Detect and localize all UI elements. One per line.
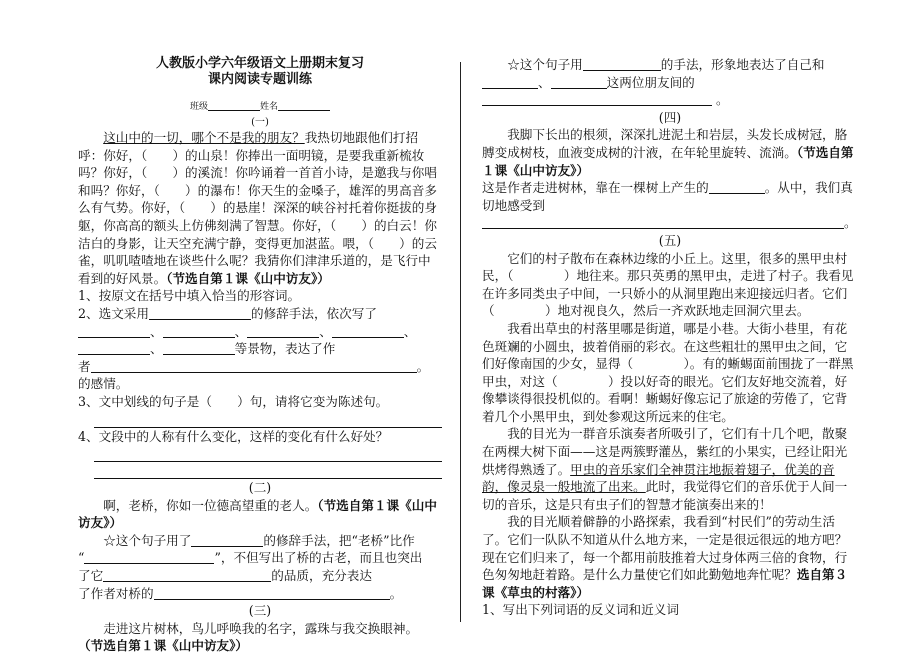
question-1-1: 1、按原文在括号中填入恰当的形容词。 [78, 288, 301, 304]
section-4-heading: (四) [658, 109, 682, 125]
section-5-heading: (五) [658, 232, 682, 248]
passage-5-p1: 它们的村子散布在森林边缘的小丘上。这里，很多的黑甲虫村民，（ ）地往来。那只英勇的黑甲虫，走进了村子。我看见在许多同类虫子中间，一只娇小的从洞里跑出来迎接远归者。它们（ ）地对视良久，然后一齐欢跃地走回洞穴里去。 [482, 250, 854, 319]
q31-text-c: 、 [538, 74, 551, 90]
section-1-heading: (一) [251, 117, 269, 128]
passage-5-p3-underlined: 甲虫的音乐家们全神贯注地振着翅子，优美的音韵，像灵泉一般地流了出来。 [482, 461, 835, 495]
q2-text-b: 的修辞手法，依次写了 [250, 305, 377, 321]
passage-1-text: 我热切地跟他们打招呼：你好，（ ）的山泉！你捧出一面明镜，是要我重新梳妆吗？你好，（ ）的溪流！你吟诵着一首首小诗，是邀我与你唱和吗？你好，（ ）的瀑布！你天生的金嗓子，雄浑的男高音多么有气势。你好，（ ）的悬崖！深深的峡谷衬托着你挺拔的身躯，你高高的额头上仿佛刻满了智慧。你好，（ ）的白云！你洁白的身影，让天空充满宁静，变得更加湛蓝。喂，（ ）的云雀，叽叽喳喳地在谈些什么呢？我猜你们津津乐道的，是飞行中看到的好风景。 [78, 130, 437, 286]
passage-5-p3 [482, 425, 858, 513]
q21-blank-2[interactable] [84, 551, 214, 564]
question-2-1-cont3 [78, 585, 442, 603]
question-1-2-cont: 、 等景物，表达了作 [78, 340, 442, 358]
passage-4-text: 我脚下长出的根须，深深扎进泥土和岩层，头发长成树冠，胳膊变成树枝，血液变成树的汁液，在年轮里旋转、流淌。 [482, 127, 848, 160]
passage-5-p3-text-2: 此时，我觉得它们的音乐优于人间一切的音乐，这是只有虫子们的智慧才能演奏出来的！ [482, 479, 848, 512]
question-4-1 [482, 179, 858, 214]
q21-blank-4[interactable] [154, 587, 390, 600]
student-fields [78, 98, 442, 113]
q21-text-c: “ [78, 550, 85, 566]
doc-title: 人教版小学六年级语文上册期末复习 [155, 56, 364, 71]
q4-answer-line-2[interactable] [94, 462, 442, 479]
passage-5-p2: 我看出草虫的村落里哪是街道，哪是小巷。大街小巷里，有花色斑斓的小圆虫，披着俏丽的彩衣。在这些粗壮的黑甲虫之间，它们好像南国的少女，显得（ ）。有的蜥蜴面前围拢了一群黑甲虫，对这（ ）投以好奇的眼光。它们友好地交流着，好像攀谈得很投机似的。看啊！蜥蜴好像忘记了旅途的劳倦了，它背着几个小黑甲虫，到处参观这所远来的住宅。 [482, 320, 854, 424]
q31-blank-1[interactable] [583, 58, 661, 71]
q21-text-b: 的修辞手法，把“老桥”比作 [263, 532, 415, 548]
passage-5-source: 选自第３课《草虫的村落》） [482, 567, 848, 600]
q2-blank-7[interactable] [163, 342, 235, 355]
passage-1-source: （节选自第１课《山中访友》） [166, 270, 330, 286]
question-3-1-cont [482, 74, 858, 92]
q31-blank-4[interactable] [482, 93, 712, 106]
section-2-heading: (二) [248, 480, 272, 496]
name-field[interactable] [278, 98, 330, 111]
question-2-1-cont2 [78, 567, 442, 585]
q21-text-f: 的品质，充分表达 [271, 568, 372, 584]
section-3-heading: (三) [248, 603, 272, 619]
q41-text-c: 。 [844, 215, 857, 231]
q31-blank-2[interactable] [482, 76, 538, 89]
q2-text-c: 等景物，表达了作 [234, 341, 336, 357]
q31-text-a: ☆这个句子用 [507, 57, 583, 72]
question-1-3: 3、文中划线的句子是（ ）句，请将它变为陈述句。 [78, 393, 389, 409]
q21-text-g: 了作者对桥的 [78, 585, 154, 601]
question-4-1-cont [482, 214, 858, 232]
passage-3-source: （节选自第１课《山中访友》） [78, 638, 249, 654]
q3-answer-line[interactable] [94, 411, 442, 428]
q21-blank-1[interactable] [191, 534, 263, 547]
question-5-1: 1、写出下列词语的反义词和近义词 [482, 602, 679, 618]
q2-text-d: 者 [78, 358, 91, 374]
column-divider [460, 62, 461, 622]
q21-text-d: ”，不但写出了桥的古老，而且也突出 [214, 550, 423, 566]
passage-3: 走进这片树林，鸟儿呼唤我的名字，露珠与我交换眼神。 [103, 620, 419, 636]
question-1-2-end: 的感情。 [78, 376, 129, 392]
passage-5-p3-text: 我的目光为一群音乐演奏者所吸引了，它们有十几个吧，散聚在两棵大树下面——这是两簇野灌丛，紫红的小果实，已经让阳光烘烤得熟透了。 [482, 426, 848, 477]
question-1-2-blanks: 、 、 、 、 [78, 323, 442, 341]
question-2-1-cont [78, 549, 442, 567]
q21-text-h: 。 [389, 585, 403, 601]
q2-blank-1[interactable] [149, 307, 251, 320]
class-label: 班级 [189, 102, 208, 112]
q31-text-e: 。 [716, 92, 729, 108]
passage-4-source: （节选自第１课《山中访友》） [482, 144, 854, 178]
q2-blank-8[interactable] [91, 360, 417, 373]
passage-1-underlined: 这山中的一切，哪个不是我的朋友？ [103, 130, 305, 145]
q41-blank-2[interactable] [482, 216, 844, 229]
question-1-4: 4、文段中的人称有什么变化，这样的变化有什么好处？ [78, 428, 389, 444]
q2-blank-2[interactable] [78, 325, 150, 338]
question-1-2-cont2: 者 。 [78, 358, 430, 374]
q2-blank-3[interactable] [163, 325, 235, 338]
q41-text-b: 。从中，我们真切地感受到 [482, 180, 853, 213]
passage-1 [78, 129, 442, 287]
q31-text-b: 的手法，形象地表达了自己和 [660, 57, 825, 72]
passage-2-source: （节选自第１课《山中访友》） [78, 497, 437, 531]
passage-2-text: 啊，老桥，你如一位德高望重的老人。 [103, 497, 318, 513]
question-1-2 [78, 305, 442, 323]
q21-text-e: 了它 [78, 568, 104, 584]
right-column [482, 56, 858, 619]
class-field[interactable] [208, 98, 260, 111]
q2-blank-6[interactable] [78, 342, 150, 355]
question-3-1-cont2 [482, 91, 858, 109]
q2-blank-5[interactable] [332, 325, 404, 338]
passage-4 [482, 126, 858, 179]
question-3-1 [482, 56, 858, 74]
q31-text-d: 这两位朋友间的 [606, 74, 695, 90]
name-label: 姓名 [260, 102, 279, 112]
q41-blank-1[interactable] [709, 181, 765, 194]
passage-5-p4 [482, 513, 858, 601]
q2-text-a: 2、选文采用 [78, 305, 149, 321]
passage-2 [78, 497, 442, 532]
passage-5-p4-text: 我的目光顺着僻静的小路探索，我看到“村民们”的劳动生活了。它们一队队不知道从什么地方来，一定是很远很远的地方吧？现在它们归来了，每一个都用前肢推着大过身体两三倍的食物，行色匆匆地赶着路。是什么力量使它们如此勤勉地奔忙呢？ [482, 514, 848, 583]
q21-text-a: ☆这个句子用了 [103, 532, 192, 548]
q31-blank-3[interactable] [551, 76, 607, 89]
q4-answer-line-1[interactable] [94, 445, 442, 462]
q2-blank-4[interactable] [247, 325, 319, 338]
left-column [78, 56, 442, 655]
q21-blank-3[interactable] [103, 569, 271, 582]
q41-text-a: 这是作者走进树林，靠在一棵树上产生的 [482, 180, 709, 196]
doc-subtitle: 课内阅读专题训练 [207, 72, 312, 87]
question-2-1 [78, 532, 442, 550]
